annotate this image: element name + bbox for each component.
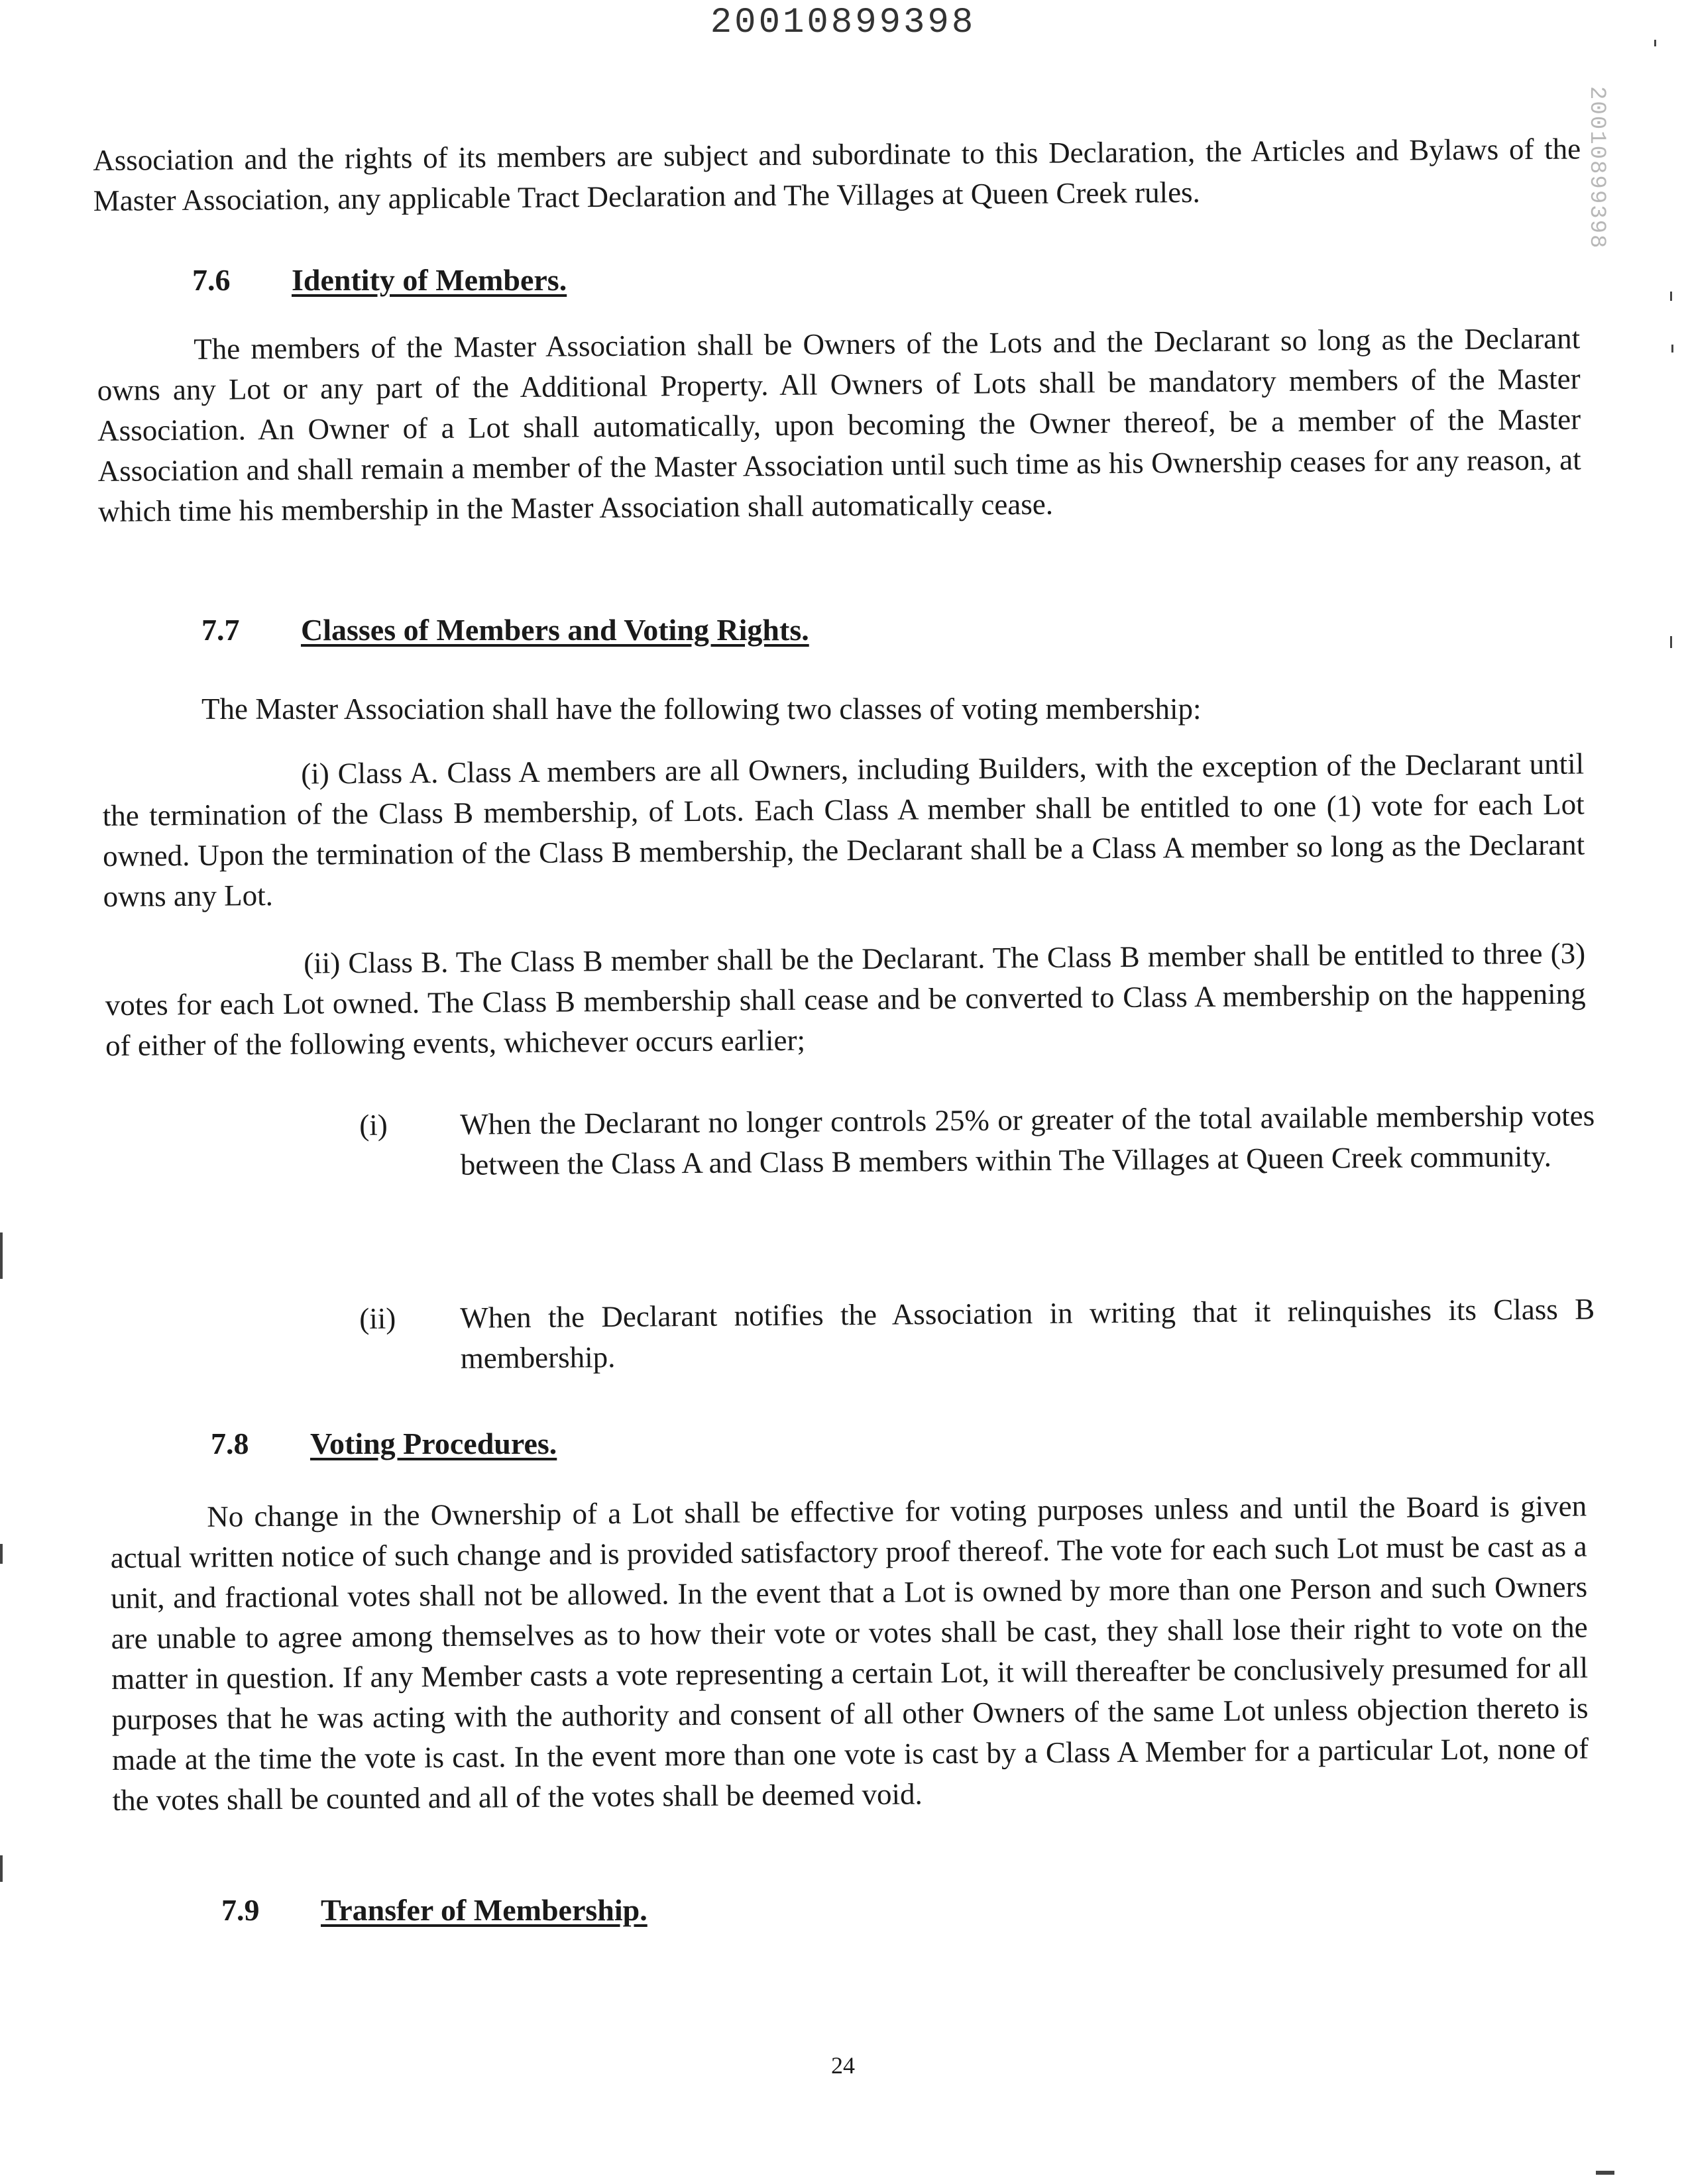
class-a-paragraph: (i) Class A. Class A members are all Owners, including Builders, with the exception of the Declarant until the termination of the Class B membership, of Lots. Each Class A member shall be entitled to one (1) vote for each Lot owned. Upon the termination of the Class B membership, the Declarant shall be a Class A member so long as the Declarant owns any Lot. xyxy=(102,747,1585,913)
list-item-text: When the Declarant no longer controls 25% or greater of the total available membership votes between the Class A and Class B members within The Villages at Queen Creek community. xyxy=(460,1099,1595,1181)
section-title: Classes of Members and Voting Rights. xyxy=(301,613,809,647)
section-heading-7-7 xyxy=(201,612,809,647)
section-paragraph-7-8: No change in the Ownership of a Lot shall be effective for voting purposes unless and until the Board is given actual written notice of such change and is provided satisfactory proof thereof. The vote for each such Lot must be cast as a unit, and fractional votes shall not be allowed. In the event that a Lot is owned by more than one Person and such Owners are unable to agree among themselves as to how their vote or votes shall be cast, they shall lose their right to vote on the matter in question. If any Member casts a vote representing a certain Lot, it will thereafter be conclusively presumed for all purposes that he was acting with the authority and consent of all other Owners of the same Lot unless objection thereto is made at the time the vote is cast. In the event more than one vote is cast by a Class A Member for a particular Lot, none of the votes shall be counted and all of the votes shall be deemed void. xyxy=(110,1489,1589,1817)
continuation-paragraph: Association and the rights of its members are subject and subordinate to this Declaration, the Articles and Bylaws of the Master Association, any applicable Tract Declaration and The Villages at Queen Creek rules. xyxy=(93,132,1581,217)
class-b-paragraph: (ii) Class B. The Class B member shall be the Declarant. The Class B member shall be entitled to three (3) votes for each Lot owned. The Class B membership shall cease and be converted to Class A membership on the happening of either of the following events, whichever occurs earlier; xyxy=(105,936,1586,1062)
section-intro-7-7: The Master Association shall have the following two classes of voting membership: xyxy=(201,692,1202,726)
side-stamp: 20010899398 xyxy=(1584,86,1609,250)
section-heading-7-8 xyxy=(211,1426,557,1461)
section-title: Voting Procedures. xyxy=(310,1427,557,1460)
section-number: 7.6 xyxy=(192,263,231,297)
list-item xyxy=(359,1289,1593,1392)
section-heading-7-6 xyxy=(192,262,567,298)
section-number: 7.7 xyxy=(201,613,240,647)
section-number: 7.9 xyxy=(221,1893,260,1927)
section-heading-7-9 xyxy=(221,1892,647,1928)
page-number: 24 xyxy=(831,2052,855,2079)
section-number: 7.8 xyxy=(211,1427,249,1460)
section-paragraph-7-6: The members of the Master Association shall be Owners of the Lots and the Declarant so long as the Declarant owns any Lot or any part of the Additional Property. All Owners of Lots shall be mandatory members of the Master Association. An Owner of a Lot shall automatically, upon becoming the Owner thereof, be a member of the Master Association and shall remain a member of the Master Association until such time as his Ownership ceases for any reason, at which time his membership in the Master Association shall automatically cease. xyxy=(97,321,1581,528)
list-item xyxy=(359,1095,1593,1238)
list-marker: (i) xyxy=(359,1108,388,1142)
list-item-text: When the Declarant notifies the Association in writing that it relinquishes its Class B membership. xyxy=(460,1292,1595,1375)
section-title: Transfer of Membership. xyxy=(321,1893,647,1927)
document-number: 20010899398 xyxy=(710,3,976,43)
section-title: Identity of Members. xyxy=(292,263,567,297)
list-marker: (ii) xyxy=(359,1301,396,1335)
